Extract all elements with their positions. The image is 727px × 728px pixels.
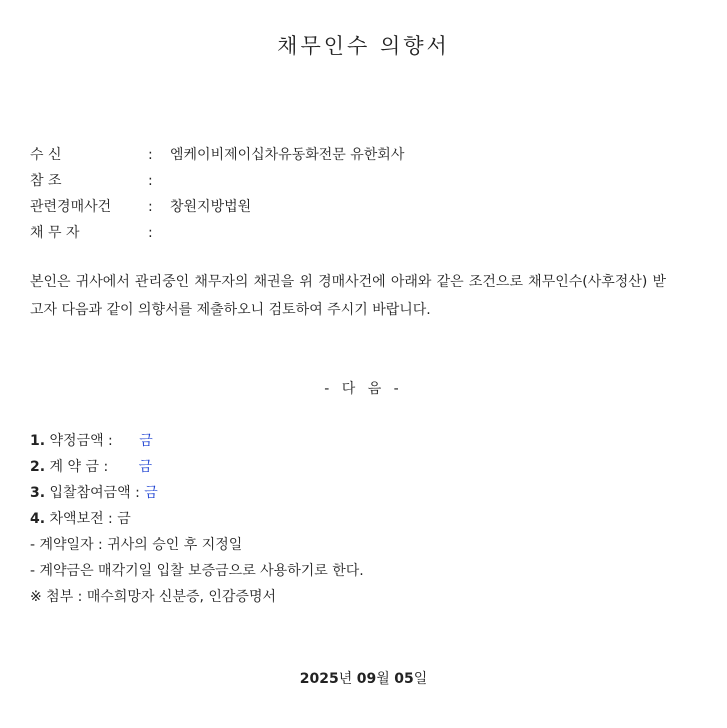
- list-item: [30, 428, 364, 454]
- case-label: 관련경매사건: [30, 199, 112, 215]
- date-day-unit: 일: [413, 671, 428, 687]
- case-colon: :: [148, 199, 153, 215]
- item-label: 약정금액 :: [49, 433, 113, 449]
- body-paragraph: 본인은 귀사에서 관리중인 채무자의 채권을 위 경매사건에 아래와 같은 조건으로 채무인수(사후정산) 받고자 다음과 같이 의향서를 제출하오니 검토하여 주시기 바랍니다.: [30, 274, 666, 318]
- section-marker: - 다 음 -: [324, 381, 403, 397]
- item-value: 금: [117, 511, 131, 527]
- note-item: - 계약일자 : 귀사의 승인 후 지정일: [30, 537, 243, 553]
- recipient-row: [30, 142, 404, 168]
- debtor-row: [30, 220, 404, 246]
- case-row: [30, 194, 404, 220]
- reference-colon: :: [148, 173, 153, 189]
- date-day: 05: [394, 671, 414, 687]
- item-number: 2.: [30, 459, 46, 475]
- item-value: 금: [139, 433, 153, 449]
- list-item: [30, 454, 364, 480]
- item-value: 금: [138, 459, 153, 475]
- recipient-colon: :: [148, 147, 153, 163]
- date-year: 2025: [299, 671, 339, 687]
- case-value: 창원지방법원: [170, 199, 252, 215]
- item-label: 계 약 금 :: [49, 459, 109, 475]
- item-label: 차액보전 :: [49, 511, 113, 527]
- date-month: 09: [356, 671, 377, 687]
- debtor-colon: :: [148, 225, 153, 241]
- note-item: ※ 첨부 : 매수희망자 신분증, 인감증명서: [30, 589, 277, 605]
- reference-label: 참 조: [30, 173, 62, 189]
- document-date: [0, 668, 727, 688]
- item-value: 금: [144, 485, 158, 501]
- document-title: 채무인수 의향서: [277, 34, 450, 58]
- date-month-unit: 월: [376, 671, 390, 687]
- debtor-label: 채 무 자: [30, 225, 80, 241]
- terms-list: [30, 428, 364, 610]
- date-year-unit: 년: [338, 671, 353, 687]
- item-number: 1.: [30, 433, 46, 449]
- item-label: 입찰참여금액 :: [49, 485, 140, 501]
- recipient-label: 수 신: [30, 147, 62, 163]
- document-header: [30, 142, 404, 246]
- note-item: - 계약금은 매각기일 입찰 보증금으로 사용하기로 한다.: [30, 563, 364, 579]
- item-number: 4.: [30, 511, 46, 527]
- list-item: [30, 480, 364, 506]
- reference-row: [30, 168, 404, 194]
- list-item: [30, 506, 364, 532]
- recipient-value: 엠케이비제이십차유동화전문 유한회사: [170, 147, 405, 163]
- item-number: 3.: [30, 485, 46, 501]
